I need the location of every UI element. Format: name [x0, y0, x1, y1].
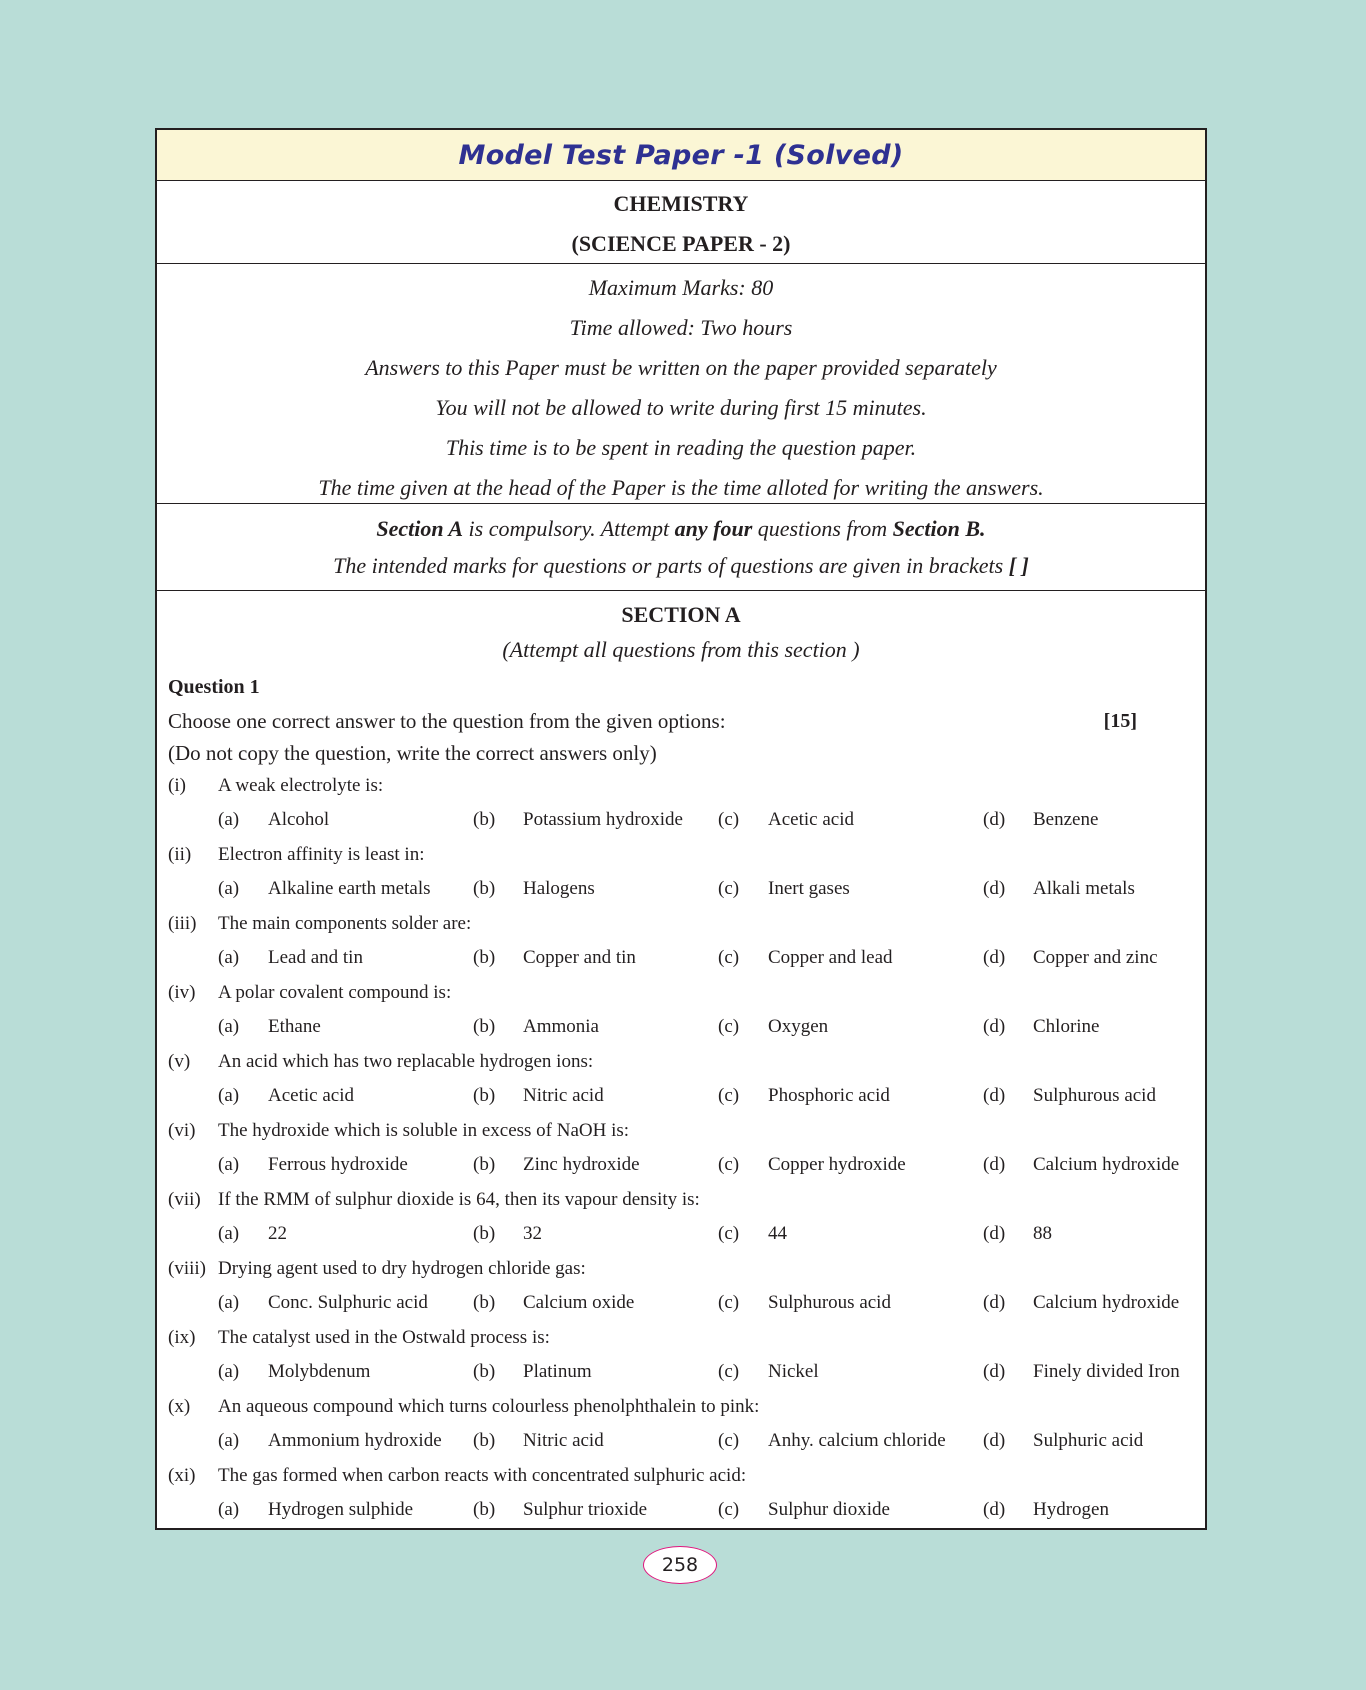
question-text: Drying agent used to dry hydrogen chloride gas: — [218, 1258, 586, 1279]
option-letter: (d) — [983, 947, 1006, 968]
question-text: Electron affinity is least in: — [218, 844, 425, 865]
option-text: Finely divided Iron — [1033, 1361, 1180, 1382]
option-letter: (d) — [983, 1292, 1006, 1313]
paper-title: Model Test Paper -1 (Solved) — [458, 139, 904, 171]
option-letter: (a) — [218, 1154, 240, 1175]
question-list — [157, 769, 1205, 1528]
subject-name: CHEMISTRY — [613, 191, 749, 216]
option-text: Ammonia — [523, 1016, 599, 1037]
instr-bold: any four — [674, 516, 753, 541]
option-text: Molybdenum — [268, 1361, 371, 1382]
instruction-line-1 — [157, 504, 1205, 547]
instr-bold: Section B. — [892, 516, 986, 541]
section-heading: SECTION A — [621, 602, 741, 627]
section-a — [157, 599, 1205, 1528]
option-text: Zinc hydroxide — [523, 1154, 640, 1175]
question-intro-text: Choose one correct answer to the question from the given options: — [168, 709, 726, 733]
subject-block — [157, 181, 1205, 264]
option-letter: (a) — [218, 1430, 240, 1451]
option-text: Oxygen — [768, 1016, 829, 1037]
option-text: Copper and lead — [768, 947, 893, 968]
option-letter: (a) — [218, 1016, 240, 1037]
option-text: Sulphurous acid — [768, 1292, 891, 1313]
option-text: Inert gases — [768, 878, 850, 899]
option-text: Hydrogen sulphide — [268, 1499, 414, 1520]
option-letter: (b) — [473, 1361, 496, 1382]
option-text: Phosphoric acid — [768, 1085, 890, 1106]
option-letter: (b) — [473, 1085, 496, 1106]
option-text: Benzene — [1033, 809, 1099, 830]
option-text: Copper and tin — [523, 947, 636, 968]
info-block — [157, 264, 1205, 504]
option-text: Nickel — [768, 1361, 819, 1382]
info-line: You will not be allowed to write during first 15 minutes. — [435, 395, 927, 420]
option-text: Copper hydroxide — [768, 1154, 906, 1175]
option-letter: (d) — [983, 1361, 1006, 1382]
option-text: 22 — [268, 1223, 287, 1244]
option-letter: (a) — [218, 1499, 240, 1520]
option-letter: (b) — [473, 1016, 496, 1037]
option-text: Nitric acid — [523, 1430, 604, 1451]
question-text: An aqueous compound which turns colourless phenolphthalein to pink: — [218, 1396, 760, 1417]
option-letter: (c) — [718, 1430, 740, 1451]
option-text: Alkali metals — [1033, 878, 1135, 899]
option-text: Calcium hydroxide — [1033, 1154, 1180, 1175]
option-letter: (b) — [473, 1499, 496, 1520]
option-letter: (c) — [718, 809, 740, 830]
option-text: Anhy. calcium chloride — [768, 1430, 946, 1451]
option-text: Ferrous hydroxide — [268, 1154, 408, 1175]
option-letter: (d) — [983, 1154, 1006, 1175]
instr-text: is compulsory. Attempt — [463, 516, 675, 541]
section-subheading: (Attempt all questions from this section ) — [502, 637, 860, 662]
question-number: (ii) — [168, 844, 192, 865]
option-letter: (c) — [718, 1499, 740, 1520]
option-text: Alcohol — [268, 809, 330, 830]
question-number: (vi) — [168, 1120, 196, 1141]
option-letter: (b) — [473, 1292, 496, 1313]
option-letter: (d) — [983, 1085, 1006, 1106]
option-letter: (a) — [218, 1361, 240, 1382]
question-number: (iii) — [168, 913, 197, 934]
option-letter: (b) — [473, 878, 496, 899]
option-letter: (d) — [983, 1499, 1006, 1520]
option-letter: (d) — [983, 878, 1006, 899]
option-letter: (c) — [718, 1361, 740, 1382]
option-text: Acetic acid — [268, 1085, 354, 1106]
question-paper — [155, 128, 1207, 1530]
option-text: Halogens — [523, 878, 595, 899]
info-line: Time allowed: Two hours — [569, 315, 793, 340]
option-letter: (a) — [218, 1292, 240, 1313]
option-letter: (a) — [218, 809, 240, 830]
question-text: The hydroxide which is soluble in excess of NaOH is: — [218, 1120, 630, 1141]
option-letter: (c) — [718, 947, 740, 968]
question-text: A polar covalent compound is: — [218, 982, 452, 1003]
option-letter: (c) — [718, 1292, 740, 1313]
page-number: 258 — [643, 1546, 717, 1584]
option-text: Sulphurous acid — [1033, 1085, 1156, 1106]
question-number: (viii) — [168, 1258, 206, 1279]
option-text: Copper and zinc — [1033, 947, 1158, 968]
option-text: Hydrogen — [1033, 1499, 1109, 1520]
option-letter: (b) — [473, 947, 496, 968]
option-letter: (c) — [718, 1016, 740, 1037]
question-text: If the RMM of sulphur dioxide is 64, then its vapour density is: — [218, 1189, 700, 1210]
option-text: Nitric acid — [523, 1085, 604, 1106]
option-letter: (c) — [718, 1223, 740, 1244]
option-letter: (d) — [983, 809, 1006, 830]
option-letter: (b) — [473, 1154, 496, 1175]
instr-text: The intended marks for questions or parts of questions are given in brackets — [333, 553, 1009, 578]
question-number: (ix) — [168, 1327, 196, 1348]
option-letter: (a) — [218, 1085, 240, 1106]
option-letter: (d) — [983, 1223, 1006, 1244]
paper-name: (SCIENCE PAPER - 2) — [571, 231, 791, 256]
instruction-line-2 — [157, 547, 1205, 584]
option-text: Chlorine — [1033, 1016, 1100, 1037]
title-bar — [157, 130, 1205, 181]
info-line: Maximum Marks: 80 — [588, 275, 774, 300]
question-text: A weak electrolyte is: — [218, 775, 384, 796]
option-text: Calcium oxide — [523, 1292, 635, 1313]
question-text: The gas formed when carbon reacts with concentrated sulphuric acid: — [218, 1465, 747, 1486]
info-line: Answers to this Paper must be written on the paper provided separately — [365, 355, 997, 380]
option-letter: (a) — [218, 878, 240, 899]
question-number: (iv) — [168, 982, 196, 1003]
info-line: This time is to be spent in reading the question paper. — [445, 435, 917, 460]
question-text: The main components solder are: — [218, 913, 472, 934]
option-letter: (c) — [718, 1154, 740, 1175]
question-label: Question 1 — [168, 676, 260, 698]
question-marks: [15] — [1103, 710, 1137, 732]
option-text: Ammonium hydroxide — [268, 1430, 442, 1451]
option-letter: (a) — [218, 947, 240, 968]
instr-bold: Section A — [376, 516, 464, 541]
option-letter: (a) — [218, 1223, 240, 1244]
question-number: (i) — [168, 775, 186, 796]
option-text: Sulphur trioxide — [523, 1499, 648, 1520]
instr-bold: [ ] — [1008, 553, 1029, 578]
option-letter: (c) — [718, 878, 740, 899]
option-letter: (b) — [473, 809, 496, 830]
option-text: Potassium hydroxide — [523, 809, 683, 830]
info-line: The time given at the head of the Paper is the time alloted for writing the answers. — [318, 475, 1044, 500]
instructions-block — [157, 504, 1205, 591]
question-number: (x) — [168, 1396, 191, 1417]
question-text: An acid which has two replacable hydrogen ions: — [218, 1051, 594, 1072]
option-letter: (d) — [983, 1430, 1006, 1451]
option-letter: (b) — [473, 1430, 496, 1451]
question-number: (v) — [168, 1051, 191, 1072]
option-text: Alkaline earth metals — [268, 878, 431, 899]
option-text: 32 — [523, 1223, 542, 1244]
option-text: 88 — [1033, 1223, 1052, 1244]
question-text: The catalyst used in the Ostwald process is: — [218, 1327, 550, 1348]
option-text: 44 — [768, 1223, 787, 1244]
option-letter: (b) — [473, 1223, 496, 1244]
option-text: Lead and tin — [268, 947, 363, 968]
option-letter: (d) — [983, 1016, 1006, 1037]
question-note: (Do not copy the question, write the correct answers only) — [168, 741, 657, 765]
instr-text: questions from — [752, 516, 893, 541]
option-text: Conc. Sulphuric acid — [268, 1292, 428, 1313]
question-intro — [168, 705, 1193, 737]
option-text: Calcium hydroxide — [1033, 1292, 1180, 1313]
option-text: Sulphur dioxide — [768, 1499, 890, 1520]
option-text: Sulphuric acid — [1033, 1430, 1144, 1451]
option-text: Acetic acid — [768, 809, 854, 830]
question-number: (vii) — [168, 1189, 201, 1210]
question-number: (xi) — [168, 1465, 196, 1486]
option-text: Ethane — [268, 1016, 321, 1037]
option-letter: (c) — [718, 1085, 740, 1106]
option-text: Platinum — [523, 1361, 592, 1382]
